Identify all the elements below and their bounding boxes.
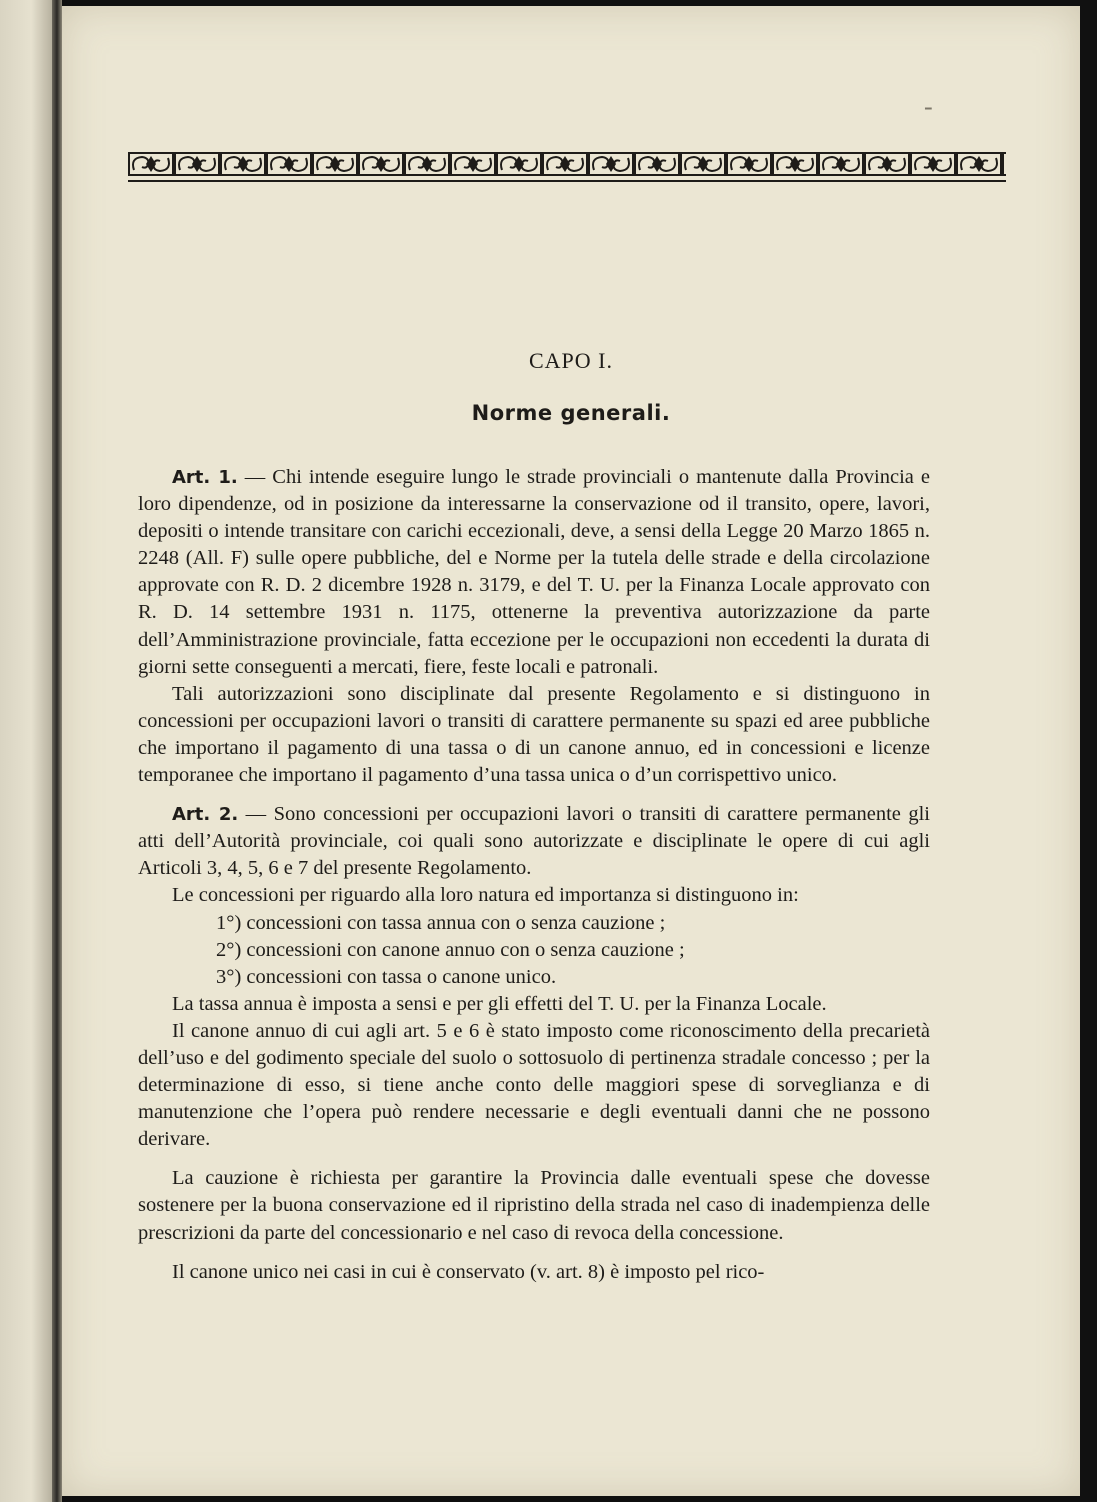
- article-2-intro: Le concessioni per riguardo alla loro natura ed importanza si distinguono in:: [172, 884, 799, 907]
- article-1-paragraph: [138, 464, 930, 681]
- scan-border: [1080, 0, 1097, 1502]
- ornament-icon: [128, 150, 1006, 178]
- canone-unico-paragraph: Il canone unico nei casi in cui è conservato (v. art. 8) è imposto pel rico-: [172, 1260, 765, 1283]
- article-1-text: — Chi intende eseguire lungo le strade provinciali o mantenute dalla Provincia e loro dipendenze, od in posizione da interessarne la conservazione od il transito, opere, lavori, depositi o intende transitare con carichi eccezionali, deve, a sensi della Legge 20 Marzo 1865 n. 2248 (All. F) sulle opere pubbliche, del e Norme per la tutela delle strade e della circolazione approvate con R. D. 2 dicembre 1928 n. 3179, e del T. U. per la Finanza Locale approvato con R. D. 14 settembre 1931 n. 1175, ottenerne la preventiva autorizzazione da parte dell’Amministrazione provinciale, fatta eccezione per le occupazioni non eccedenti la durata di giorni sette conseguenti a mercati, fiere, feste locali e patronali.: [138, 466, 930, 678]
- chapter-heading: CAPO I.: [528, 348, 613, 373]
- tassa-paragraph: La tassa annua è imposta a sensi e per gli effetti del T. U. per la Finanza Locale.: [172, 992, 827, 1015]
- list-item: 1°) concessioni con tassa annua con o senza cauzione ;: [216, 911, 666, 934]
- section-title: Norme generali.: [471, 401, 671, 425]
- page-mark: -: [924, 92, 933, 121]
- article-1-label: Art. 1.: [172, 467, 238, 488]
- decorative-border: [128, 150, 1006, 182]
- article-2-text: — Sono concessioni per occupazioni lavori o transiti di carattere permanente gli atti dell’Autorità provinciale, coi quali sono autorizzate e disciplinate le opere di cui agli Articoli 3, 4, 5, 6 e 7 del presente Regolamento.: [138, 803, 930, 880]
- list-item: 3°) concessioni con tassa o canone unico.: [216, 965, 557, 988]
- book-gutter: [52, 0, 62, 1502]
- body-text: [138, 464, 930, 1286]
- article-1-paragraph-2: Tali autorizzazioni sono disciplinate dal presente Regolamento e si distinguono in concessioni per occupazioni lavori o transiti di carattere permanente su spazi ed aree pubbliche che importano il pagamento di una tassa o di un canone annuo, ed in concessioni e licenze temporanee che importano il pagamento d’una tassa unica o d’un corrispettivo unico.: [138, 682, 930, 787]
- cauzione-paragraph: La cauzione è richiesta per garantire la Provincia dalle eventuali spese che dovesse sostenere per la buona conservazione ed il ripristino della strada nel caso di inadempienza delle prescrizioni da parte del concessionario e nel caso di revoca della concessione.: [138, 1167, 930, 1244]
- list-item: 2°) concessioni con canone annuo con o senza cauzione ;: [216, 938, 685, 961]
- facing-page-edge: [0, 0, 52, 1502]
- canone-paragraph: Il canone annuo di cui agli art. 5 e 6 è stato imposto come riconoscimento della precarietà dell’uso e del godimento speciale del suolo o sottosuolo di pertinenza stradale concesso ; per la determinazione di esso, si tiene anche conto delle maggiori spese di sorveglianza e di manutenzione che l’opera può rendere necessarie e degli eventuali danni che ne possono derivare.: [138, 1019, 930, 1151]
- article-2-paragraph: [138, 801, 930, 882]
- page: [62, 6, 1080, 1496]
- article-2-label: Art. 2.: [172, 804, 239, 826]
